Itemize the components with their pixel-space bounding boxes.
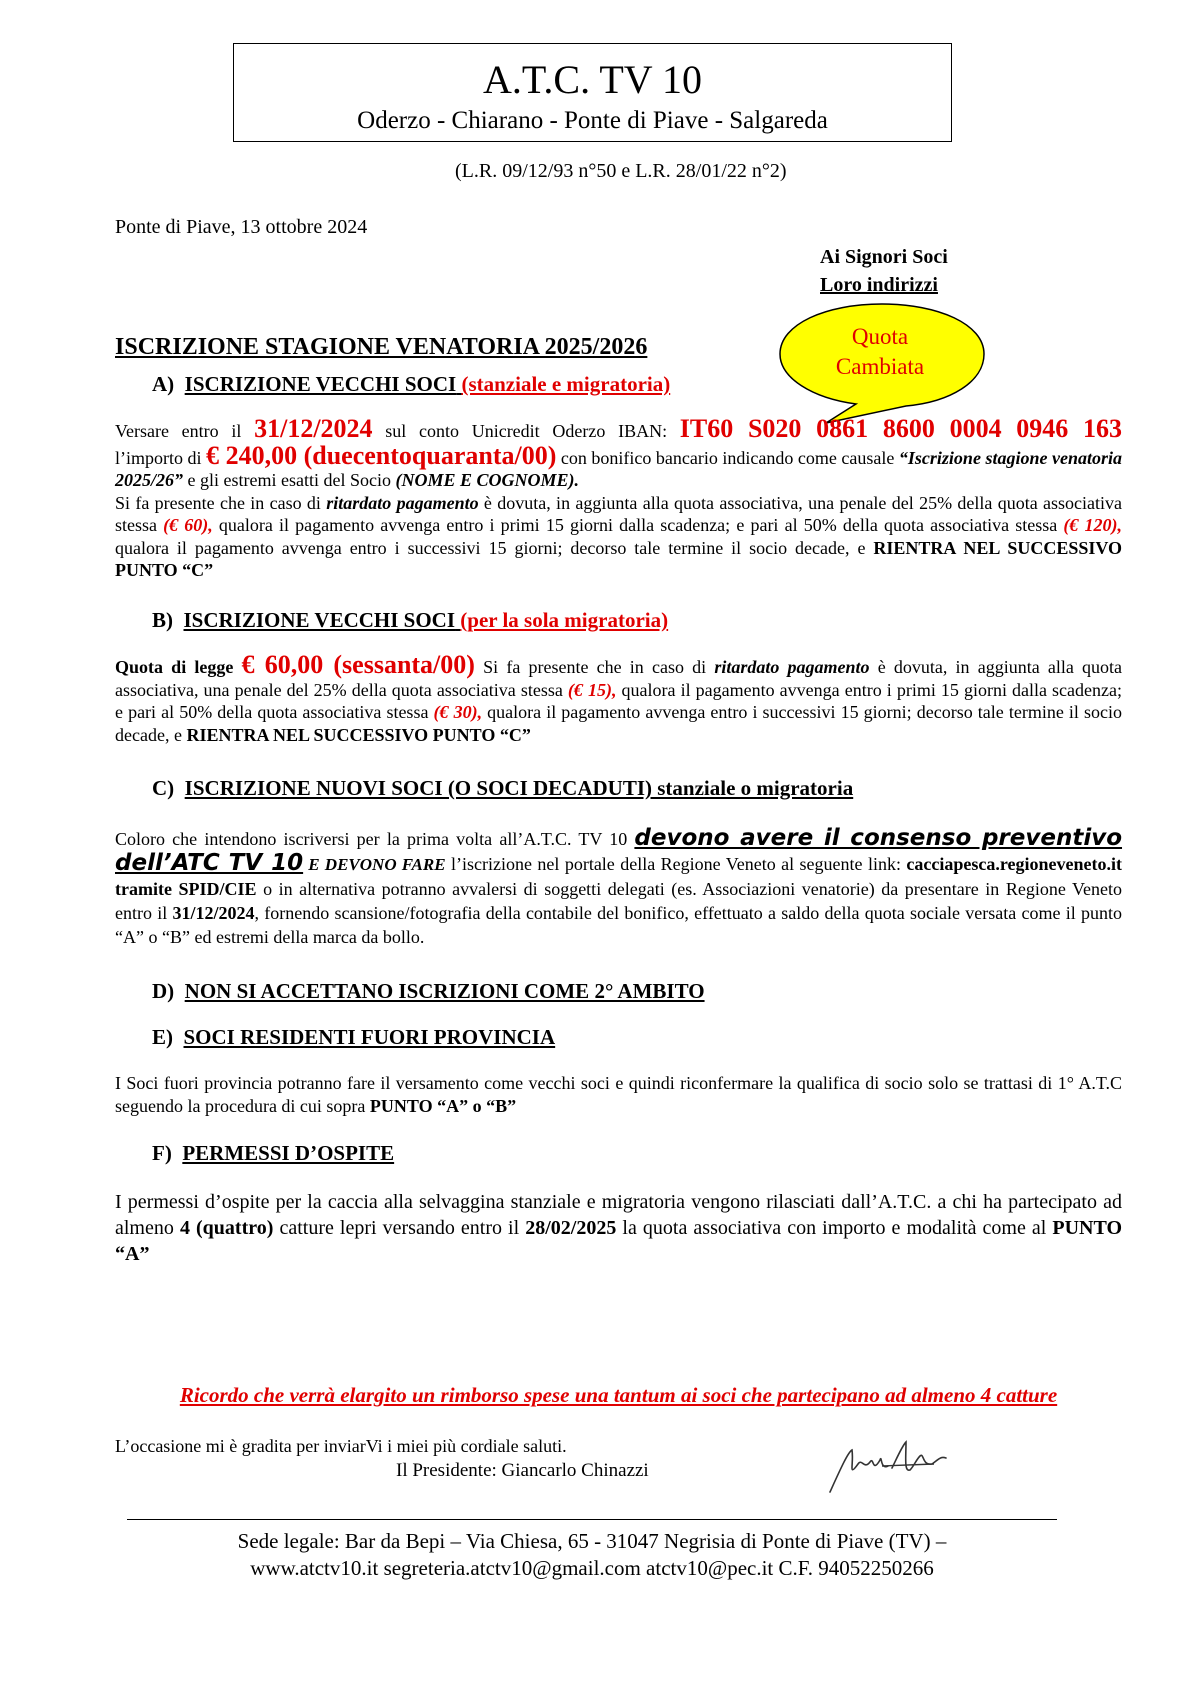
- section-a-title: ISCRIZIONE VECCHI SOCI: [184, 372, 457, 396]
- section-f-heading: [152, 1141, 394, 1166]
- section-f-body: [115, 1189, 1122, 1267]
- signature: [822, 1430, 952, 1500]
- section-d-heading: [152, 979, 705, 1004]
- section-e-body: [115, 1072, 1122, 1117]
- section-c-title: ISCRIZIONE NUOVI SOCI (O SOCI DECADUTI) stanziale o migratoria: [184, 776, 854, 800]
- section-a-line1: [115, 414, 1123, 443]
- recipient-line-1: Ai Signori Soci: [820, 246, 948, 268]
- section-b-body: [115, 650, 1123, 746]
- text-a6: Si fa presente che in caso di: [115, 492, 327, 513]
- recipients: [820, 243, 948, 299]
- deadline-f: 28/02/2025: [525, 1217, 617, 1239]
- footer: [127, 1528, 1057, 1582]
- callout-text-2: Cambiata: [835, 354, 925, 379]
- footer-address: Sede legale: Bar da Bepi – Via Chiesa, 65 - 31047 Negrisia di Ponte di Piave (TV) –: [237, 1529, 947, 1553]
- portal-link: cacciapesca.regioneveneto.it tramite SPID/CIE: [115, 854, 1122, 899]
- section-e-heading: [152, 1025, 555, 1050]
- section-b-title: ISCRIZIONE VECCHI SOCI: [183, 608, 456, 632]
- text-c3: o in alternativa potranno avvalersi di soggetti delegati (es. Associazioni venatorie) da presentare in Regione Veneto entro il: [115, 879, 1123, 923]
- footer-contacts: www.atctv10.it segreteria.atctv10@gmail.com atctv10@pec.it C.F. 94052250266: [250, 1556, 934, 1580]
- section-a-letter: A): [152, 372, 175, 396]
- deadline-c: 31/12/2024: [172, 903, 255, 923]
- socio-name: (NOME E COGNOME).: [395, 470, 579, 490]
- text-b4: qualora il pagamento avvenga entro i successivi 15 giorni; decorso tale termine il socio decade, e: [115, 702, 1122, 745]
- text-a4: con bonifico bancario indicando come causale: [556, 447, 899, 468]
- section-c-body: [115, 826, 1122, 949]
- section-b-letter: B): [152, 608, 173, 632]
- section-d-letter: D): [152, 979, 175, 1003]
- org-subtitle: Oderzo - Chiarano - Ponte di Piave - Salgareda: [357, 107, 828, 134]
- section-b-note: (per la sola migratoria): [460, 608, 669, 632]
- iban: IT60 S020 0861 8600 0004 0946 163: [679, 414, 1123, 443]
- law-reference: (L.R. 09/12/93 n°50 e L.R. 28/01/22 n°2): [455, 160, 787, 182]
- text-a7: è dovuta, in aggiunta alla quota associativa, una penale del 25% della quota associativa stessa: [115, 492, 1122, 535]
- org-title: A.T.C. TV 10: [483, 57, 702, 102]
- section-f-title: PERMESSI D’OSPITE: [182, 1141, 395, 1165]
- text-e1: I Soci fuori provincia potranno fare il versamento come vecchi soci e quindi riconfermare la qualifica di socio solo se trattasi di 1° A.T.C seguendo la procedura di cui sopra: [115, 1073, 1122, 1116]
- section-c-letter: C): [152, 776, 175, 800]
- penalty-a1: (€ 60),: [163, 515, 213, 535]
- recipient-line-2: Loro indirizzi: [820, 274, 938, 296]
- devono-fare: E DEVONO FARE: [303, 855, 446, 874]
- text-f3: la quota associativa con importo e modalità come al: [616, 1217, 1053, 1239]
- text-b3: qualora il pagamento avvenga entro i primi 15 giorni dalla scadenza; e pari al 50% della quota associativa stessa: [115, 679, 1122, 722]
- section-a-heading: [152, 372, 670, 397]
- header-box: [233, 43, 952, 142]
- causale: “Iscrizione stagione venatoria 2025/26”: [115, 447, 1122, 490]
- section-d-title: NON SI ACCETTANO ISCRIZIONI COME 2° AMBITO: [184, 979, 705, 1003]
- consent-requirement: devono avere il consenso preventivo dell’ATC TV 10: [115, 825, 1123, 876]
- section-b-heading: [152, 608, 668, 633]
- president-line: Il Presidente: Giancarlo Chinazzi: [396, 1460, 649, 1481]
- text-c1: Coloro che intendono iscriversi per la prima volta all’A.T.C. TV 10: [115, 829, 635, 849]
- text-f2: catture lepri versando entro il: [273, 1217, 526, 1239]
- text-a8: qualora il pagamento avvenga entro i primi 15 giorni dalla scadenza; e pari al 50% della quota associativa stessa: [212, 515, 1064, 535]
- text-f1: I permessi d’ospite per la caccia alla selvaggina stanziale e migratoria vengono rilasciati dall’A.T.C. a chi ha partecipato ad almeno: [115, 1191, 1122, 1239]
- text-b1: Si fa presente che in caso di: [474, 657, 715, 677]
- footer-divider: [127, 1519, 1057, 1520]
- section-e-title: SOCI RESIDENTI FUORI PROVINCIA: [183, 1025, 556, 1049]
- text-c2: l’iscrizione nel portale della Regione Veneto al seguente link:: [445, 854, 907, 874]
- punto-e: PUNTO “A” o “B”: [369, 1095, 517, 1116]
- callout-bubble-shape: [778, 302, 986, 424]
- amount-a: € 240,00 (duecentoquaranta/00): [206, 440, 557, 470]
- callout-text-1: Quota: [851, 324, 909, 349]
- deadline-a: 31/12/2024: [254, 414, 373, 443]
- date-line: Ponte di Piave, 13 ottobre 2024: [115, 216, 368, 238]
- penalty-b2: (€ 30),: [433, 702, 483, 722]
- text-a1: Versare entro il: [115, 421, 255, 441]
- penalty-b1: (€ 15),: [567, 679, 617, 700]
- main-title: ISCRIZIONE STAGIONE VENATORIA 2025/2026: [115, 334, 648, 360]
- signature-scribble: [822, 1430, 952, 1500]
- punto-f: PUNTO “A”: [115, 1217, 1123, 1265]
- rientra-b: RIENTRA NEL SUCCESSIVO PUNTO “C”: [186, 724, 531, 745]
- rientra-a: RIENTRA NEL SUCCESSIVO PUNTO “C”: [115, 537, 1122, 580]
- quota-label: Quota di legge: [115, 657, 242, 677]
- section-e-letter: E): [152, 1025, 173, 1049]
- closing-line: L’occasione mi è gradita per inviarVi i miei più cordiale saluti.: [115, 1436, 567, 1456]
- section-a-note: (stanziale e migratoria): [461, 372, 671, 396]
- text-a5: e gli estremi esatti del Socio: [183, 470, 396, 490]
- quota-callout: [778, 302, 986, 424]
- section-f-letter: F): [152, 1141, 172, 1165]
- catture-count: 4 (quattro): [179, 1217, 274, 1239]
- late-a: ritardato pagamento: [326, 492, 479, 513]
- text-a9: qualora il pagamento avvenga entro i successivi 15 giorni; decorso tale termine il socio decade, e: [115, 537, 874, 558]
- reimbursement-notice: Ricordo che verrà elargito un rimborso spese una tantum ai soci che partecipano ad almeno 4 catture: [179, 1383, 1058, 1407]
- section-a-body: [115, 414, 1123, 582]
- text-b2: è dovuta, in aggiunta alla quota associativa, una penale del 25% della quota associativa stessa: [115, 657, 1123, 700]
- text-a3: l’importo di: [115, 447, 207, 468]
- section-c-heading: [152, 776, 853, 801]
- text-c4: , fornendo scansione/fotografia della contabile del bonifico, effettuato a saldo della quota sociale versata come il punto “A” o “B” ed estremi della marca da bollo.: [115, 903, 1122, 947]
- late-b: ritardato pagamento: [714, 657, 870, 677]
- penalty-a2: (€ 120),: [1063, 515, 1122, 535]
- text-a2: sul conto Unicredit Oderzo IBAN:: [372, 421, 680, 441]
- amount-b: € 60,00 (sessanta/00): [241, 650, 475, 679]
